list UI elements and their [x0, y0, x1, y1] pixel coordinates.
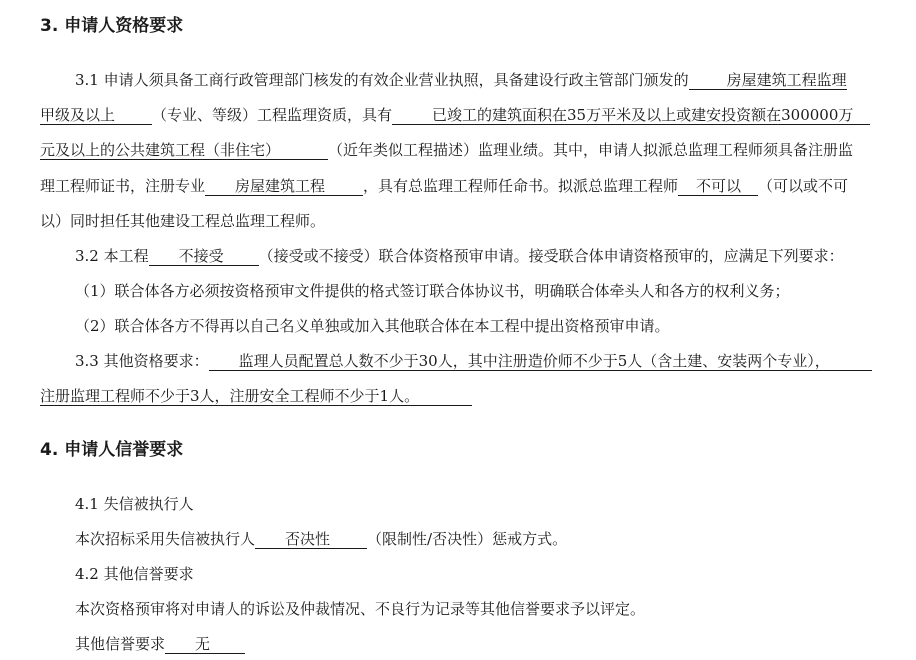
p31-line1: [75, 70, 847, 90]
concurrent-value: 不可以: [696, 177, 742, 195]
other-req-field-cont: [40, 387, 472, 406]
qualification-field-cont: [40, 106, 152, 125]
discipline-mode-value: 否决性: [285, 530, 331, 548]
p42-text: 本次资格预审将对申请人的诉讼及仲裁情况、不良行为记录等其他信誉要求予以评定。: [75, 600, 646, 618]
p42-other-label: 其他信誉要求: [75, 635, 166, 653]
p33-line2: [40, 386, 472, 406]
discipline-mode-field: [255, 530, 367, 549]
consortium-field: [149, 247, 259, 266]
performance-value-cont: 元及以上的公共建筑工程（非住宅）: [40, 141, 281, 159]
other-req-value: 监理人员配置总人数不少于30人，其中注册造价师不少于5人（含土建、安装两个专业），: [238, 352, 830, 370]
p33-line1: [75, 351, 872, 371]
qualification-value-cont: 甲级及以上: [40, 106, 116, 124]
p32-item2: （2）联合体各方不得再以自己名义单独或加入其他联合体在本工程中提出资格预审申请。: [75, 317, 670, 335]
p31-text-f: （可以或不可: [758, 177, 849, 195]
p31-line2: [40, 105, 870, 125]
major-field: [205, 177, 363, 196]
other-req-value-cont: 注册监理工程师不少于3人，注册安全工程师不少于1人。: [40, 387, 420, 405]
p31-text-c: （近年类似工程描述）监理业绩。其中，申请人拟派总监理工程师须具备注册监: [328, 141, 854, 159]
performance-value: 已竣工的建筑面积在35万平米及以上或建安投资额在300000万: [432, 106, 854, 124]
performance-field: [392, 106, 870, 125]
performance-field-cont: [40, 141, 328, 160]
p41-title: 4.1 失信被执行人: [75, 495, 194, 513]
p33-text-a: 3.3 其他资格要求：: [75, 352, 209, 370]
p42-title: 4.2 其他信誉要求: [75, 565, 194, 583]
other-credit-value: 无: [195, 635, 211, 653]
p31-text-e: ，具有总监理工程师任命书。拟派总监理工程师: [363, 177, 679, 195]
p31-text-a: 3.1 申请人须具备工商行政管理部门核发的有效企业营业执照，具备建设行政主管部门颁发的: [75, 71, 689, 89]
qualification-value: 房屋建筑工程监理: [726, 71, 847, 89]
p31-text-g: 以）同时担任其他建设工程总监理工程师。: [40, 212, 326, 230]
p41-text-a: 本次招标采用失信被执行人: [75, 530, 256, 548]
p31-line5: [40, 211, 325, 231]
p41-text-b: （限制性/否决性）惩戒方式。: [367, 530, 568, 548]
p31-line3: [40, 140, 853, 160]
p32-text-a: 3.2 本工程: [75, 247, 149, 265]
p42-other-line: [75, 634, 245, 654]
qualification-field: [689, 71, 847, 90]
other-credit-field: [165, 635, 245, 654]
p31-text-d: 理工程师证书，注册专业: [40, 177, 206, 195]
p31-text-b: （专业、等级）工程监理资质，具有: [152, 106, 393, 124]
p32-item1: （1）联合体各方必须按资格预审文件提供的格式签订联合体协议书，明确联合体牵头人和各方的权利义务；: [75, 282, 790, 300]
p31-line4: [40, 176, 848, 196]
section-4-heading: 4. 申请人信誉要求: [40, 440, 184, 460]
major-value: 房屋建筑工程: [235, 177, 326, 195]
consortium-value: 不接受: [178, 247, 224, 265]
concurrent-field: [678, 177, 758, 196]
p32-line1: [75, 246, 844, 266]
p41-line: [75, 529, 567, 549]
section-3-heading: 3. 申请人资格要求: [40, 16, 184, 36]
other-req-field: [209, 352, 872, 371]
p32-text-b: （接受或不接受）联合体资格预审申请。接受联合体申请资格预审的，应满足下列要求：: [258, 247, 844, 265]
